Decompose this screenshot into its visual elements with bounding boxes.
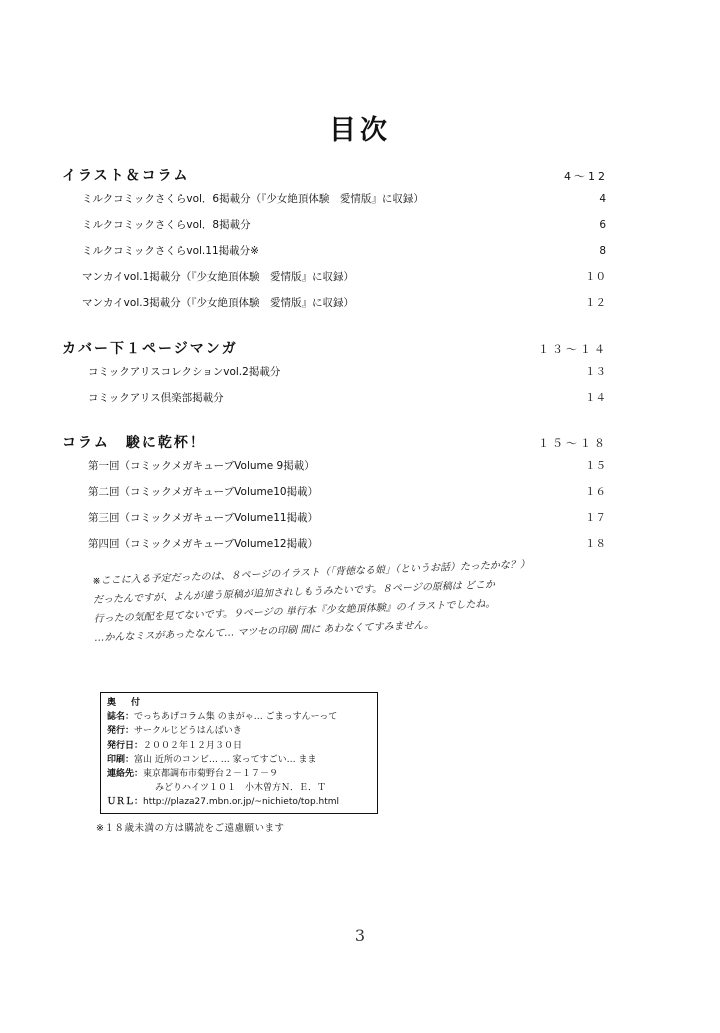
colophon-row xyxy=(107,710,371,724)
colophon-label: ＵＲＬ： xyxy=(107,797,144,808)
toc-item xyxy=(88,390,610,416)
colophon-value: 東京都調布市菊野台２－１７－９ xyxy=(143,769,279,780)
toc-item xyxy=(82,295,610,321)
toc-item-label: マンカイvol.3掲載分（『少女絶頂体験 愛情版』に収録） xyxy=(82,297,355,309)
toc-item-page: 8 xyxy=(599,245,606,257)
colophon-label: 発行日： xyxy=(107,740,144,751)
colophon-row xyxy=(107,781,371,795)
section-page-range: １３～１４ xyxy=(538,343,608,356)
toc-item-label: 第一回（コミックメガキューブVolume 9掲載） xyxy=(88,460,315,472)
section-page-range: 4～12 xyxy=(564,170,608,183)
toc-section-illust-column xyxy=(62,165,610,321)
section-page-range: １５～１８ xyxy=(538,437,608,450)
toc-item-page: １４ xyxy=(585,392,606,404)
toc-item-label: ミルクコミックさくらvol．6掲載分（『少女絶頂体験 愛情版』に収録） xyxy=(82,193,424,205)
toc-item xyxy=(82,217,610,243)
colophon-label: 連絡先： xyxy=(107,769,144,780)
section-header xyxy=(62,338,610,364)
toc-item xyxy=(82,243,610,269)
toc-item-label: 第二回（コミックメガキューブVolume10掲載） xyxy=(88,486,319,498)
toc-item xyxy=(88,484,610,510)
toc-item-label: コミックアリス倶楽部掲載分 xyxy=(88,392,224,404)
toc-item-page: １６ xyxy=(585,486,606,498)
toc-item-label: 第三回（コミックメガキューブVolume11掲載） xyxy=(88,512,319,524)
colophon-row xyxy=(107,724,371,738)
toc-item-label: ミルクコミックさくらvol．8掲載分 xyxy=(82,219,251,231)
colophon-heading: 奥 付 xyxy=(107,698,144,708)
toc-item-page: １５ xyxy=(585,460,606,472)
handwritten-note-line: 行ったの気配を見てないです。９ページの 単行本『少女絶頂体験』のイラストでしたね。 xyxy=(93,598,496,625)
colophon-value: みどりハイツ１０１ 小木曽方Ｎ．Ｅ．Ｔ xyxy=(155,783,327,794)
handwritten-note xyxy=(92,554,565,648)
toc-item-page: 6 xyxy=(599,219,606,231)
section-header xyxy=(62,165,610,191)
toc-item-page: １７ xyxy=(585,512,606,524)
section-header xyxy=(62,432,610,458)
page-title: 目次 xyxy=(329,115,391,146)
toc-section-cover-manga xyxy=(62,338,610,416)
toc-section-column xyxy=(62,432,610,562)
handwritten-note-line: ※ここに入る予定だったのは、８ページのイラスト（「背徳なる娘」（というお話）たったかな？） xyxy=(92,559,531,587)
toc-item-page: 4 xyxy=(599,193,606,205)
toc-item-page: １２ xyxy=(585,297,606,309)
colophon-label: 発行： xyxy=(107,726,135,737)
toc-item-label: マンカイvol.1掲載分（『少女絶頂体験 愛情版』に収録） xyxy=(82,271,355,283)
colophon-box xyxy=(100,692,378,814)
colophon-label: 誌名： xyxy=(107,712,135,723)
toc-item xyxy=(88,364,610,390)
handwritten-note-line: …かんなミスがあったなんて… マツセの印刷 間に あわなくてすみません。 xyxy=(94,619,435,644)
toc-item xyxy=(88,510,610,536)
section-title: カバー下１ページマンガ xyxy=(62,341,238,357)
colophon-value: サークルじどうはんばいき xyxy=(134,726,242,737)
toc-item-label: ミルクコミックさくらvol.11掲載分※ xyxy=(82,245,259,257)
colophon-row xyxy=(107,739,371,753)
toc-item-label: コミックアリスコレクションvol.2掲載分 xyxy=(88,366,281,378)
colophon-value: 富山 近所のコンビ… … 家ってすごい… まま xyxy=(134,754,317,765)
age-restriction-notice: ※１８歳未満の方は購読をご遠慮願います xyxy=(96,823,285,834)
section-title: イラスト＆コラム xyxy=(62,168,190,184)
colophon-label: 印刷： xyxy=(107,754,135,765)
colophon-value: ２００２年１２月３０日 xyxy=(143,740,243,751)
toc-item-page: １３ xyxy=(585,366,606,378)
toc-item-label: 第四回（コミックメガキューブVolume12掲載） xyxy=(88,538,319,550)
toc-item-page: １０ xyxy=(585,271,606,283)
page-number: 3 xyxy=(354,926,366,945)
colophon-value: http://plaza27.mbn.or.jp/~nichieto/top.html xyxy=(143,797,340,808)
toc-item xyxy=(82,269,610,295)
colophon-row xyxy=(107,795,371,809)
handwritten-note-line: だったんですが、よんが違う原稿が追加されしもうみたいです。８ページの原稿は どこか xyxy=(92,579,496,606)
toc-item xyxy=(82,191,610,217)
colophon-value: でっちあげコラム集 のまがゃ… ごまっすんーって xyxy=(134,712,338,723)
section-title: コラム 駿に乾杯！ xyxy=(62,435,206,451)
colophon-row xyxy=(107,767,371,781)
colophon-row xyxy=(107,753,371,767)
toc-item xyxy=(88,458,610,484)
toc-item-page: １８ xyxy=(585,538,606,550)
